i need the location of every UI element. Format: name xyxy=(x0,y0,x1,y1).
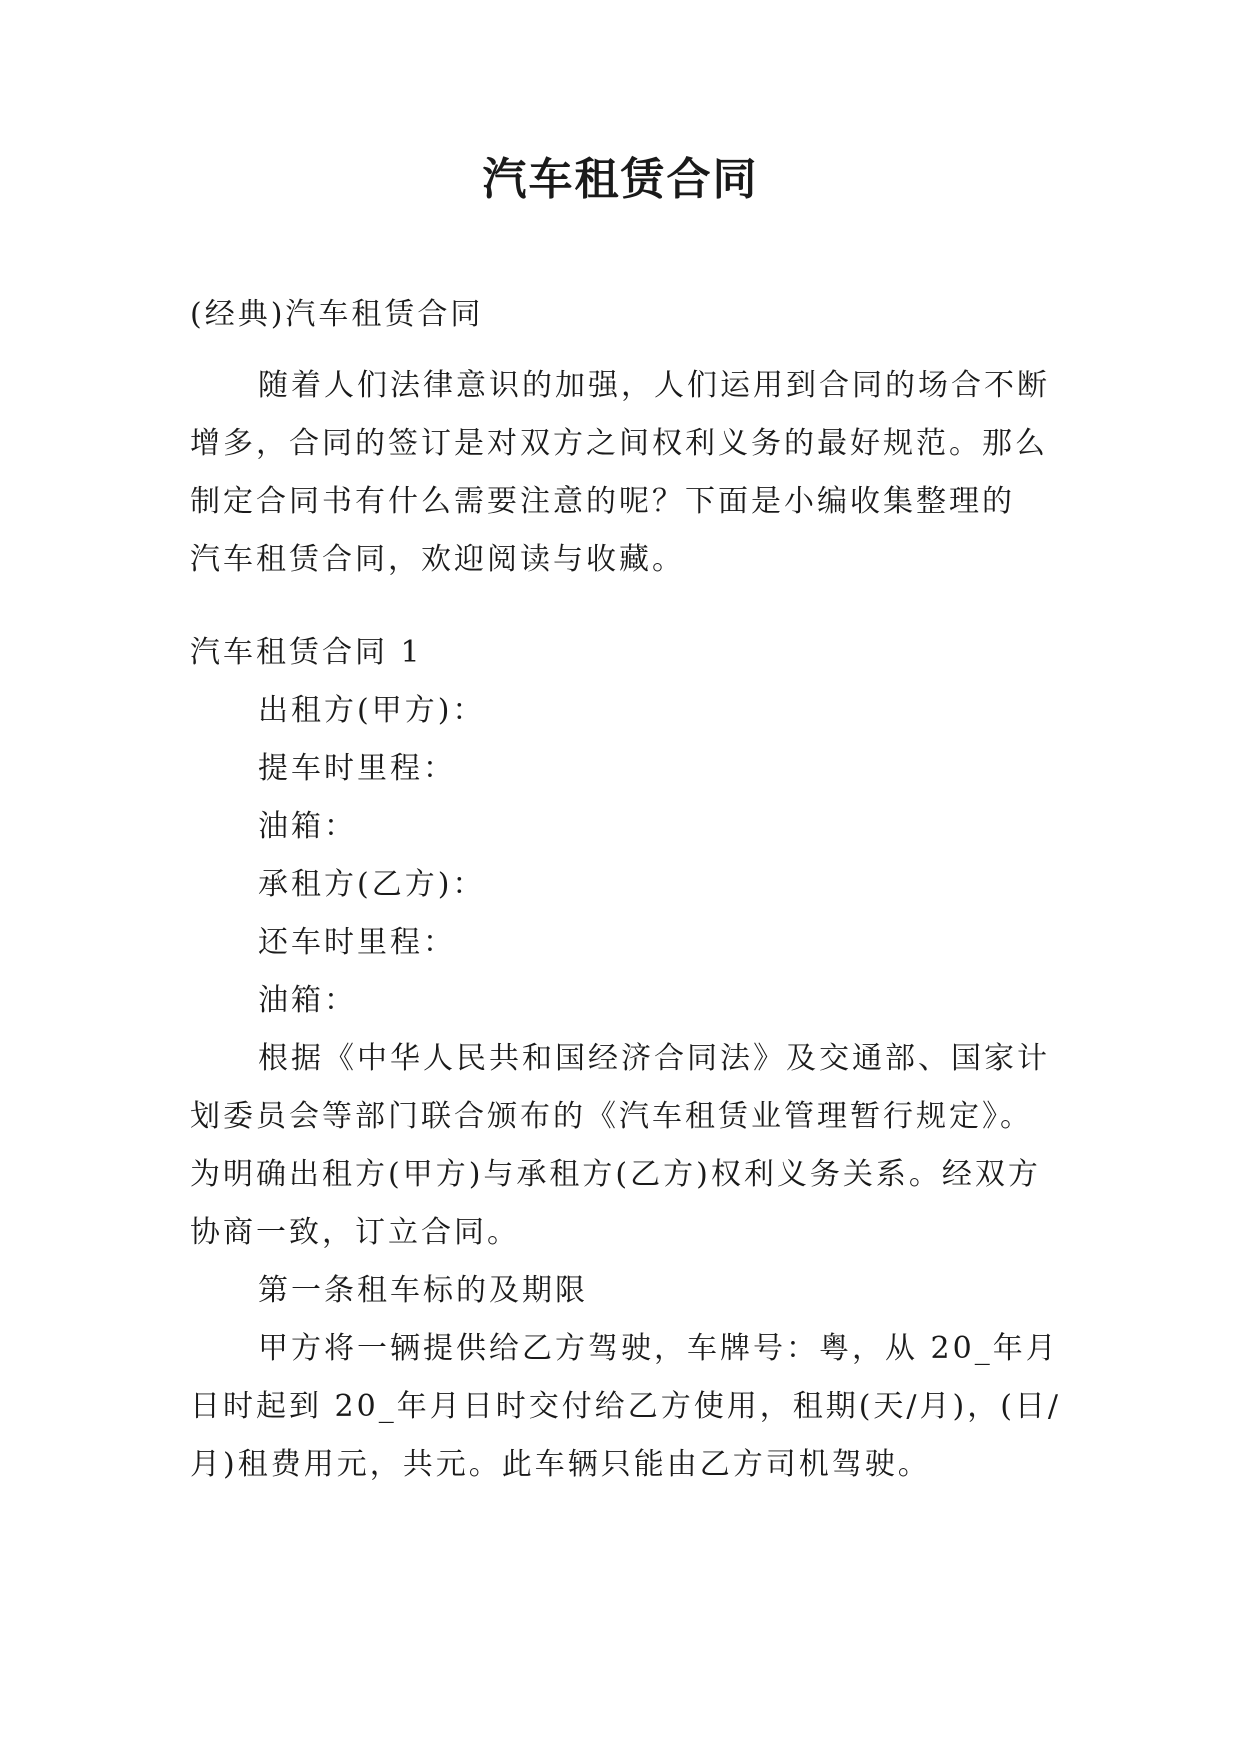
document-title: 汽车租赁合同 xyxy=(482,154,759,205)
section-heading: 汽车租赁合同 1 xyxy=(190,635,423,670)
article1-line: 月)租费用元，共元。此车辆只能由乙方司机驾驶。 xyxy=(190,1447,931,1482)
intro-line: 制定合同书有什么需要注意的呢？下面是小编收集整理的 xyxy=(190,484,1015,519)
intro-paragraph xyxy=(190,357,1052,589)
field-return-mileage: 还车时里程： xyxy=(258,925,456,960)
document-subtitle: (经典)汽车租赁合同 xyxy=(190,297,484,332)
contract-body xyxy=(190,624,1062,1494)
intro-line: 汽车租赁合同，欢迎阅读与收藏。 xyxy=(190,542,685,577)
basis-line: 根据《中华人民共和国经济合同法》及交通部、国家计 xyxy=(258,1041,1050,1076)
field-lessee: 承租方(乙方)： xyxy=(258,867,486,902)
intro-line: 增多，合同的签订是对双方之间权利义务的最好规范。那么 xyxy=(190,426,1048,461)
basis-line: 划委员会等部门联合颁布的《汽车租赁业管理暂行规定》。 xyxy=(190,1099,1033,1134)
basis-line: 协商一致，订立合同。 xyxy=(190,1215,520,1250)
field-return-fuel: 油箱： xyxy=(258,983,357,1018)
intro-line: 随着人们法律意识的加强，人们运用到合同的场合不断 xyxy=(258,368,1050,403)
field-lessor: 出租方(甲方)： xyxy=(258,693,486,728)
field-pickup-fuel: 油箱： xyxy=(258,809,357,844)
field-pickup-mileage: 提车时里程： xyxy=(258,751,456,786)
article1-line: 甲方将一辆提供给乙方驾驶，车牌号：粤，从 20_年月 xyxy=(258,1331,1059,1366)
article1-heading: 第一条租车标的及期限 xyxy=(258,1273,588,1308)
article1-line: 日时起到 20_年月日时交付给乙方使用，租期(天/月)，(日/ xyxy=(190,1389,1062,1424)
basis-line: 为明确出租方(甲方)与承租方(乙方)权利义务关系。经双方 xyxy=(190,1157,1041,1192)
